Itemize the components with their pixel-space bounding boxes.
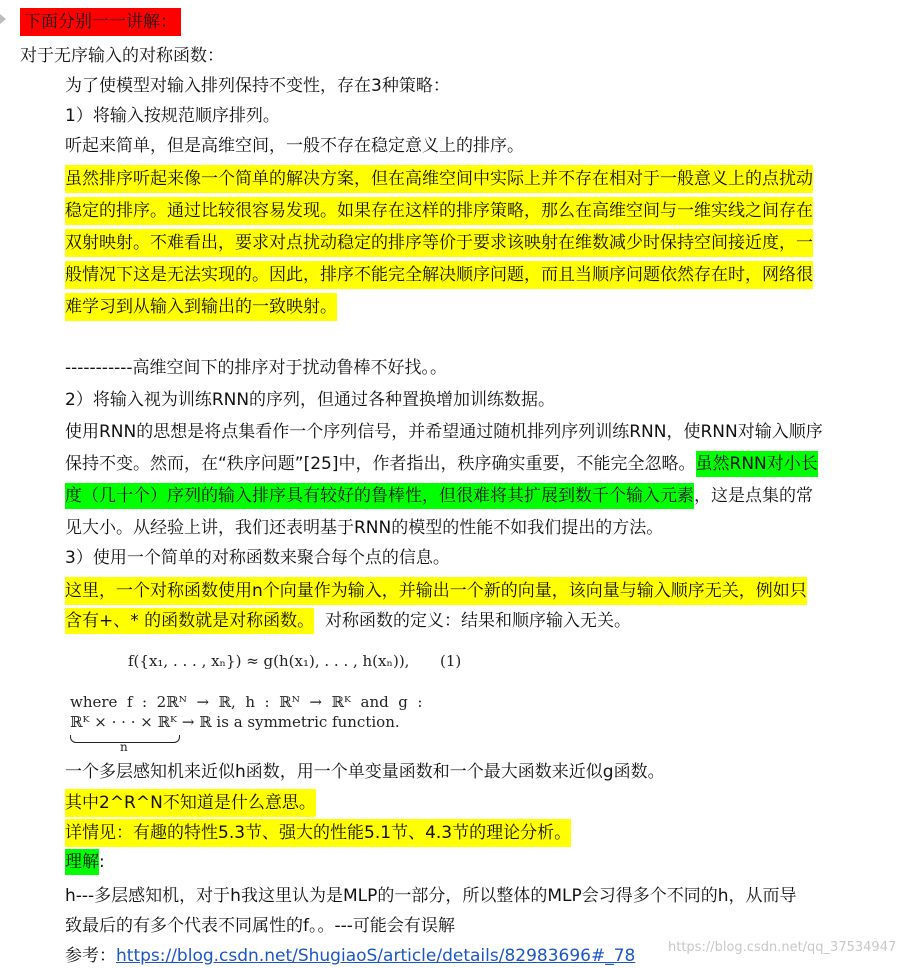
symmetric-def-line (65, 609, 631, 633)
symmetric-def-note: 对称函数的定义：结果和顺序输入无关。 (314, 611, 631, 631)
dash-note: -----------高维空间下的排序对于扰动鲁棒不好找。。 (65, 358, 447, 378)
watermark: https://blog.csdn.net/qq_37534947 (668, 940, 897, 955)
formula-where-line-1: where f : 2ℝᴺ → ℝ, h : ℝᴺ → ℝᴷ and g : (70, 693, 423, 711)
strategy-1-note: 听起来简单，但是高维空间，一般不存在稳定意义上的排序。 (65, 136, 524, 156)
highlight-question: 其中2^R^N不知道是什么意思。 (65, 789, 316, 817)
rnn-line-2 (65, 452, 818, 476)
underbrace-label: n (120, 740, 128, 754)
h-explain-line-2: 致最后的有多个代表不同属性的f。。---可能会有误解 (65, 916, 455, 936)
highlight-line: 难学习到从输入到输出的一致映射。 (65, 293, 337, 321)
strategy-3-title: 3）使用一个简单的对称函数来聚合每个点的信息。 (65, 548, 450, 568)
rnn-highlight-green: 虽然RNN对小长 (696, 451, 818, 477)
rnn-line-3 (65, 484, 813, 508)
highlight-line: 虽然排序听起来像一个简单的解决方案，但在高维空间中实际上并不存在相对于一般意义上的点扰动 (65, 165, 813, 193)
formula-number: (1) (440, 652, 462, 670)
understand-label: 理解 (65, 849, 99, 875)
highlight-line: 双射映射。不难看出，要求对点扰动稳定的排序等价于要求该映射在维数减少时保持空间接近度，一 (65, 229, 813, 257)
rnn-line-2-text: 保持不变。然而，在“秩序问题”[25]中，作者指出，秩序确实重要，不能完全忽略。 (65, 454, 696, 474)
reference-link[interactable]: https://blog.csdn.net/ShugiaoS/article/details/82983696#_78 (116, 946, 636, 966)
strategy-1-title: 1）将输入按规范顺序排列。 (65, 106, 280, 126)
highlight-line: 含有+、* 的函数就是对称函数。 (65, 608, 314, 634)
rnn-line-3-text: ，这是点集的常 (694, 486, 813, 506)
h-explain-line-1: h---多层感知机，对于h我这里认为是MLP的一部分，所以整体的MLP会习得多个不同的h，从而导 (65, 886, 797, 906)
rnn-line-1: 使用RNN的思想是将点集看作一个序列信号，并希望通过随机排列序列训练RNN，使RNN对输入顺序 (65, 422, 823, 442)
intro-text: 为了使模型对输入排列保持不变性，存在3种策略： (65, 76, 450, 96)
highlight-detail: 详情见：有趣的特性5.3节、强大的性能5.1节、4.3节的理论分析。 (65, 819, 571, 847)
reference-label: 参考： (65, 946, 116, 966)
mlp-note: 一个多层感知机来近似h函数，用一个单变量函数和一个最大函数来近似g函数。 (65, 762, 665, 782)
formula-where-line-2: ℝᴷ × · · · × ℝᴷ → ℝ is a symmetric function. (70, 713, 400, 731)
understand-colon: : (99, 852, 105, 872)
formula-equation: f({x₁, . . . , xₙ}) ≈ g(h(x₁), . . . , h(xₙ)), (128, 652, 410, 670)
highlight-line: 稳定的排序。通过比较很容易发现。如果存在这样的排序策略，那么在高维空间与一维实线之间存在 (65, 197, 813, 225)
strategy-2-title: 2）将输入视为训练RNN的序列，但通过各种置换增加训练数据。 (65, 390, 556, 410)
section-title: 对于无序输入的对称函数： (20, 46, 224, 66)
collapse-arrow-icon[interactable] (0, 14, 6, 24)
understand-line (65, 850, 105, 874)
rnn-highlight-green: 度（几十个）序列的输入排序具有较好的鲁棒性，但很难将其扩展到数千个输入元素 (65, 483, 694, 509)
rnn-line-4: 见大小。从经验上讲，我们还表明基于RNN的模型的性能不如我们提出的方法。 (65, 518, 664, 538)
section-heading: 下面分别一一讲解： (20, 8, 181, 36)
highlight-line: 般情况下这是无法实现的。因此，排序不能完全解决顺序问题，而且当顺序问题依然存在时，网络很 (65, 261, 813, 289)
reference-line (65, 944, 635, 968)
highlight-line: 这里，一个对称函数使用n个向量作为输入，并输出一个新的向量，该向量与输入顺序无关，例如只 (65, 577, 807, 605)
